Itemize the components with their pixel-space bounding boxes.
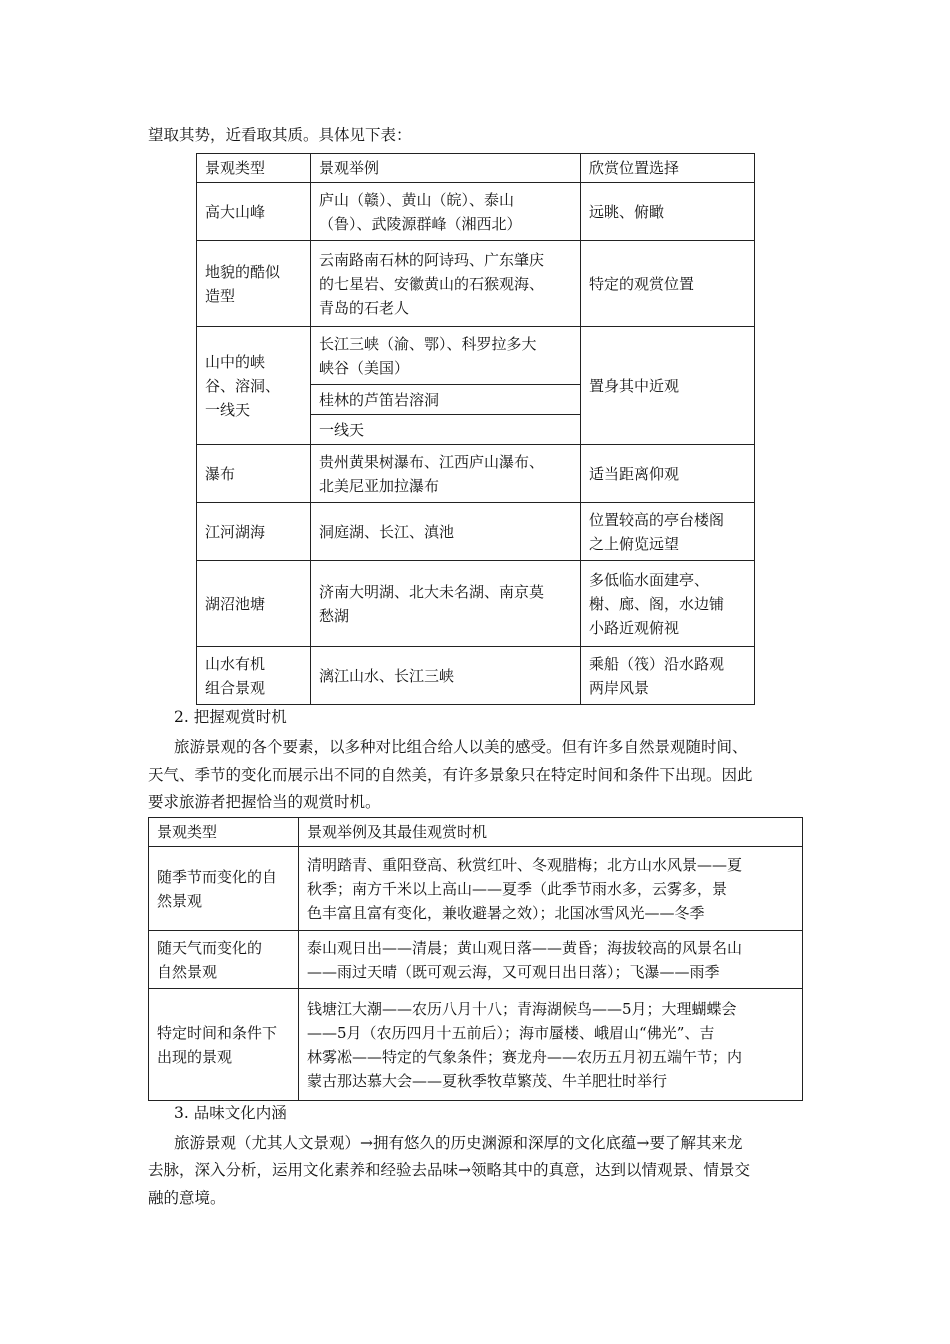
cell-examples: 长江三峡（渝、鄂）、科罗拉多大 峡谷（美国） [311,327,581,385]
table-row [197,647,755,705]
table-row [197,241,755,327]
table-row [197,445,755,503]
table-header-row [197,154,755,183]
table-row [149,931,803,989]
header-position: 欣赏位置选择 [581,154,755,183]
cell-position: 特定的观赏位置 [581,241,755,327]
table-row [197,327,755,385]
table-row [197,183,755,241]
intro-text: 望取其势，近看取其质。具体见下表： [148,126,412,144]
cell-position: 乘船（筏）沿水路观 两岸风景 [581,647,755,705]
cell-type: 湖沼池塘 [197,561,311,647]
cell-type: 随季节而变化的自 然景观 [149,847,299,931]
cell-position: 置身其中近观 [581,327,755,445]
cell-position: 位置较高的亭台楼阁 之上俯览远望 [581,503,755,561]
cell-type: 瀑布 [197,445,311,503]
table-row [149,989,803,1101]
cell-content: 清明踏青、重阳登高、秋赏红叶、冬观腊梅；北方山水风景——夏 秋季；南方千米以上高山——夏季（此季节雨水多，云雾多，景 色丰富且富有变化，兼收避暑之效）；北国冰雪风光——冬季 [299,847,803,931]
cell-examples: 庐山（赣）、黄山（皖）、泰山 （鲁）、武陵源群峰（湘西北） [311,183,581,241]
section-3-paragraph-line: 旅游景观（尤其人文景观）→拥有悠久的历史渊源和深厚的文化底蕴→要了解其来龙 [174,1134,743,1152]
section-3-paragraph-line: 融的意境。 [148,1189,226,1207]
cell-position: 远眺、俯瞰 [581,183,755,241]
cell-type: 高大山峰 [197,183,311,241]
cell-examples: 一线天 [311,415,581,445]
cell-type: 特定时间和条件下 出现的景观 [149,989,299,1101]
cell-content: 钱塘江大潮——农历八月十八；青海湖候鸟——5月；大理蝴蝶会 ——5月（农历四月十五前后）；海市蜃楼、峨眉山“佛光”、吉 林雾凇——特定的气象条件；赛龙舟——农历五月初五端午节；内 蒙古那达慕大会——夏秋季牧草繁茂、牛羊肥壮时举行 [299,989,803,1101]
header-type: 景观类型 [149,818,299,847]
cell-examples: 贵州黄果树瀑布、江西庐山瀑布、 北美尼亚加拉瀑布 [311,445,581,503]
header-examples: 景观举例 [311,154,581,183]
cell-type: 山水有机 组合景观 [197,647,311,705]
section-2-paragraph-line: 要求旅游者把握恰当的观赏时机。 [148,793,381,811]
viewing-time-table [148,817,803,1101]
cell-content: 泰山观日出——清晨；黄山观日落——黄昏；海拔较高的风景名山 ——雨过天晴（既可观云海，又可观日出日落）；飞瀑——雨季 [299,931,803,989]
cell-examples: 桂林的芦笛岩溶洞 [311,385,581,415]
header-content: 景观举例及其最佳观赏时机 [299,818,803,847]
table-header-row [149,818,803,847]
section-2-heading: 2. 把握观赏时机 [174,708,287,726]
cell-position: 适当距离仰观 [581,445,755,503]
cell-examples: 济南大明湖、北大未名湖、南京莫 愁湖 [311,561,581,647]
table-row [197,503,755,561]
cell-type: 江河湖海 [197,503,311,561]
viewing-position-table [196,153,755,705]
section-2-paragraph-line: 天气、季节的变化而展示出不同的自然美，有许多景象只在特定时间和条件下出现。因此 [148,766,753,784]
table-row [197,561,755,647]
cell-type: 山中的峡 谷、溶洞、 一线天 [197,327,311,445]
section-2-paragraph-line: 旅游景观的各个要素，以多种对比组合给人以美的感受。但有许多自然景观随时间、 [174,738,748,756]
section-3-heading: 3. 品味文化内涵 [174,1104,287,1122]
header-type: 景观类型 [197,154,311,183]
cell-type: 地貌的酷似 造型 [197,241,311,327]
table-row [149,847,803,931]
cell-examples: 云南路南石林的阿诗玛、广东肇庆 的七星岩、安徽黄山的石猴观海、 青岛的石老人 [311,241,581,327]
section-3-paragraph-line: 去脉，深入分析，运用文化素养和经验去品味→领略其中的真意，达到以情观景、情景交 [148,1161,750,1179]
cell-type: 随天气而变化的 自然景观 [149,931,299,989]
cell-examples: 漓江山水、长江三峡 [311,647,581,705]
cell-examples: 洞庭湖、长江、滇池 [311,503,581,561]
cell-position: 多低临水面建亭、 榭、廊、阁，水边铺 小路近观俯视 [581,561,755,647]
